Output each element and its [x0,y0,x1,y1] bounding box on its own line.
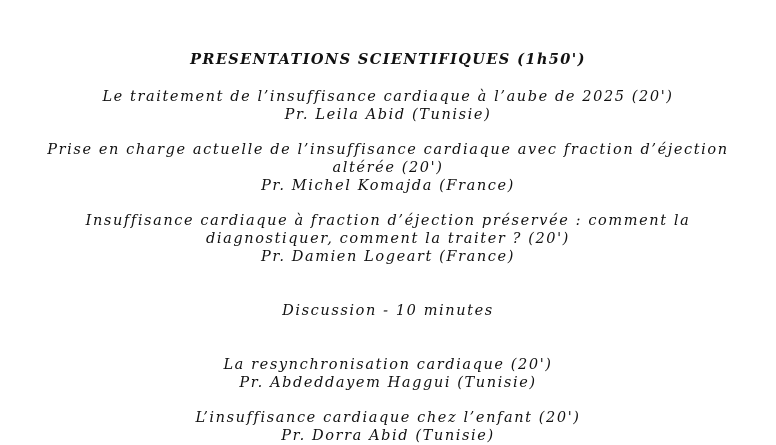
discussion-label: Discussion - 10 minutes [282,303,494,319]
talk-3-speaker: Pr. Damien Logeart (France) [261,249,515,265]
talk-2-speaker: Pr. Michel Komajda (France) [261,178,515,194]
talk-2-title-line-2: altérée (20') [332,160,444,176]
talk-5-title: L’insuffisance cardiaque chez l’enfant (20') [195,410,581,426]
talk-2-title-line-1: Prise en charge actuelle de l’insuffisance cardiaque avec fraction d’éjection [47,142,729,158]
talk-1-speaker: Pr. Leila Abid (Tunisie) [284,107,492,123]
talk-5-speaker: Pr. Dorra Abid (Tunisie) [281,428,495,444]
talk-4-title: La resynchronisation cardiaque (20') [223,357,553,373]
talk-3-title-line-1: Insuffisance cardiaque à fraction d’éjection préservée : comment la [85,213,691,229]
talk-1-title: Le traitement de l’insuffisance cardiaque à l’aube de 2025 (20') [102,89,674,105]
talk-4-speaker: Pr. Abdeddayem Haggui (Tunisie) [239,375,537,391]
talk-3-title-line-2: diagnostiquer, comment la traiter ? (20') [206,231,570,247]
section-title: PRESENTATIONS SCIENTIFIQUES (1h50') [190,51,586,68]
